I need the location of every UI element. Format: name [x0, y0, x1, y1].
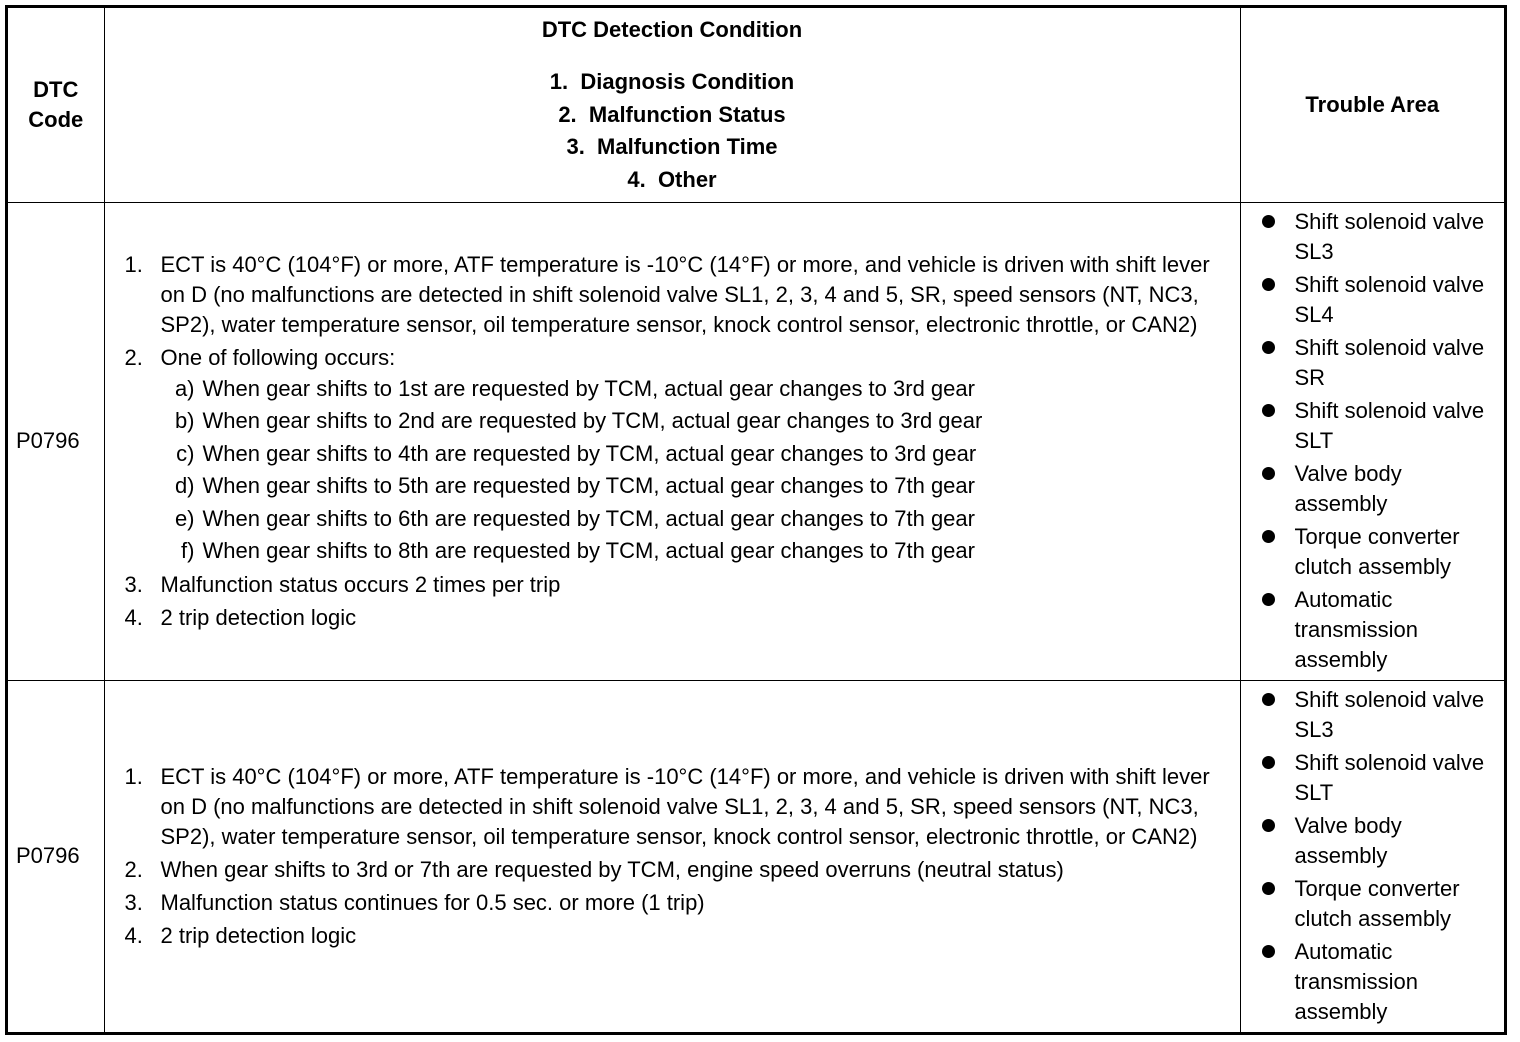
list-item	[1259, 522, 1501, 582]
bullet-icon	[1259, 937, 1295, 1027]
condition-item	[125, 855, 1230, 885]
header-condition-list	[105, 66, 1240, 196]
sub-text: When gear shifts to 4th are requested by TCM, actual gear changes to 3rd gear	[202, 440, 977, 466]
condition-item	[125, 888, 1230, 918]
trouble-area-text: Valve body assembly	[1294, 813, 1402, 869]
bullet-icon	[1259, 207, 1295, 267]
bullet-icon	[1259, 811, 1295, 871]
table-row	[8, 680, 1504, 1032]
trouble-area-text: Torque converter clutch assembly	[1294, 524, 1460, 579]
condition-number: 2.	[124, 856, 143, 882]
sub-condition-item	[125, 373, 1230, 406]
trouble-area-text: Shift solenoid valve SL3	[1294, 687, 1485, 743]
sub-letter: c)	[176, 440, 195, 466]
list-item	[1259, 874, 1501, 934]
trouble-area-text: Automatic transmission assembly	[1294, 939, 1418, 1025]
bullet-icon	[1259, 585, 1295, 675]
header-detection-condition	[104, 8, 1240, 202]
condition-text: ECT is 40°C (104°F) or more, ATF temperature is -10°C (14°F) or more, and vehicle is driven with shift lever on D (no malfunctions are detected in shift solenoid valve SL1, 2, 3, 4 and 5, SR, speed sensors (NT, NC3, SP2), water temperature sensor, oil temperature sensor, knock control sensor, electronic throttle, or CAN2)	[160, 763, 1210, 849]
trouble-area-text: Shift solenoid valve SLT	[1294, 398, 1485, 453]
sub-letter: d)	[174, 473, 195, 498]
trouble-area-cell	[1240, 202, 1504, 680]
trouble-area-cell	[1240, 680, 1504, 1032]
header-condition-item: 2. Malfunction Status	[558, 101, 786, 127]
condition-text: 2 trip detection logic	[160, 604, 357, 630]
bullet-icon	[1259, 748, 1295, 808]
list-item	[1259, 748, 1501, 808]
sub-text: When gear shifts to 8th are requested by TCM, actual gear changes to 7th gear	[202, 538, 975, 563]
sub-condition-item	[125, 470, 1230, 503]
trouble-area-text: Shift solenoid valve SLT	[1294, 750, 1485, 806]
bullet-icon	[1259, 685, 1295, 745]
bullet-icon	[1259, 270, 1295, 330]
sub-letter: e)	[174, 505, 195, 531]
header-dtc-code-label: DTC Code	[28, 76, 84, 132]
bullet-icon	[1259, 874, 1295, 934]
header-condition-title: DTC Detection Condition	[541, 17, 803, 42]
sub-text: When gear shifts to 6th are requested by TCM, actual gear changes to 7th gear	[202, 505, 975, 531]
header-trouble-area: Trouble Area	[1240, 8, 1504, 202]
list-item	[1259, 685, 1501, 745]
condition-item	[125, 343, 1230, 373]
header-dtc-code	[8, 8, 104, 202]
condition-number: 4.	[124, 922, 143, 948]
condition-cell	[104, 680, 1240, 1032]
bullet-icon	[1259, 333, 1295, 393]
condition-text: One of following occurs:	[160, 344, 396, 370]
condition-cell	[104, 202, 1240, 680]
condition-item	[125, 762, 1230, 852]
list-item	[1259, 270, 1501, 330]
bullet-icon	[1259, 522, 1295, 582]
list-item	[1259, 937, 1501, 1027]
dtc-code-cell: P0796	[8, 680, 104, 1032]
condition-text: 2 trip detection logic	[160, 922, 357, 948]
condition-number: 2.	[124, 344, 143, 370]
table-row	[8, 202, 1504, 680]
sub-condition-item	[125, 405, 1230, 438]
sub-letter: b)	[174, 408, 195, 433]
condition-item	[125, 570, 1230, 600]
condition-number: 1.	[124, 763, 143, 789]
condition-text: Malfunction status occurs 2 times per trip	[160, 571, 561, 597]
condition-number: 1.	[124, 251, 143, 277]
dtc-table	[8, 8, 1504, 1032]
sub-letter: a)	[174, 375, 195, 401]
trouble-area-text: Valve body assembly	[1294, 461, 1402, 516]
dtc-table-frame	[5, 5, 1507, 1035]
list-item	[1259, 333, 1501, 393]
sub-condition-item	[125, 438, 1230, 471]
bullet-icon	[1259, 396, 1295, 456]
list-item	[1259, 459, 1501, 519]
condition-item	[125, 250, 1230, 340]
list-item	[1259, 396, 1501, 456]
sub-condition-item	[125, 503, 1230, 536]
header-condition-item: 3. Malfunction Time	[566, 134, 778, 159]
condition-item	[125, 921, 1230, 951]
trouble-area-text: Shift solenoid valve SL3	[1294, 209, 1485, 264]
sub-text: When gear shifts to 5th are requested by TCM, actual gear changes to 7th gear	[202, 473, 975, 498]
list-item	[1259, 207, 1501, 267]
condition-number: 3.	[124, 889, 143, 915]
condition-number: 3.	[124, 571, 143, 597]
condition-item	[125, 603, 1230, 633]
condition-text: When gear shifts to 3rd or 7th are requested by TCM, engine speed overruns (neutral status)	[160, 856, 1064, 882]
sub-text: When gear shifts to 1st are requested by TCM, actual gear changes to 3rd gear	[202, 375, 975, 401]
condition-number: 4.	[124, 604, 143, 630]
sub-condition-item	[125, 535, 1230, 568]
header-condition-item: 1. Diagnosis Condition	[549, 69, 795, 94]
trouble-area-text: Shift solenoid valve SR	[1294, 335, 1485, 390]
bullet-icon	[1259, 459, 1295, 519]
list-item	[1259, 811, 1501, 871]
header-condition-item: 4. Other	[627, 166, 717, 192]
trouble-area-text: Shift solenoid valve SL4	[1294, 272, 1485, 327]
trouble-area-text: Torque converter clutch assembly	[1294, 876, 1460, 932]
sub-text: When gear shifts to 2nd are requested by TCM, actual gear changes to 3rd gear	[202, 408, 983, 433]
dtc-code-cell: P0796	[8, 202, 104, 680]
condition-text: Malfunction status continues for 0.5 sec. or more (1 trip)	[160, 889, 705, 915]
list-item	[1259, 585, 1501, 675]
condition-text: ECT is 40°C (104°F) or more, ATF temperature is -10°C (14°F) or more, and vehicle is driven with shift lever on D (no malfunctions are detected in shift solenoid valve SL1, 2, 3, 4 and 5, SR, speed sensors (NT, NC3, SP2), water temperature sensor, oil temperature sensor, knock control sensor, electronic throttle, or CAN2)	[160, 251, 1210, 337]
header-row	[8, 8, 1504, 202]
sub-letter: f)	[181, 538, 195, 563]
trouble-area-text: Automatic transmission assembly	[1294, 587, 1418, 672]
